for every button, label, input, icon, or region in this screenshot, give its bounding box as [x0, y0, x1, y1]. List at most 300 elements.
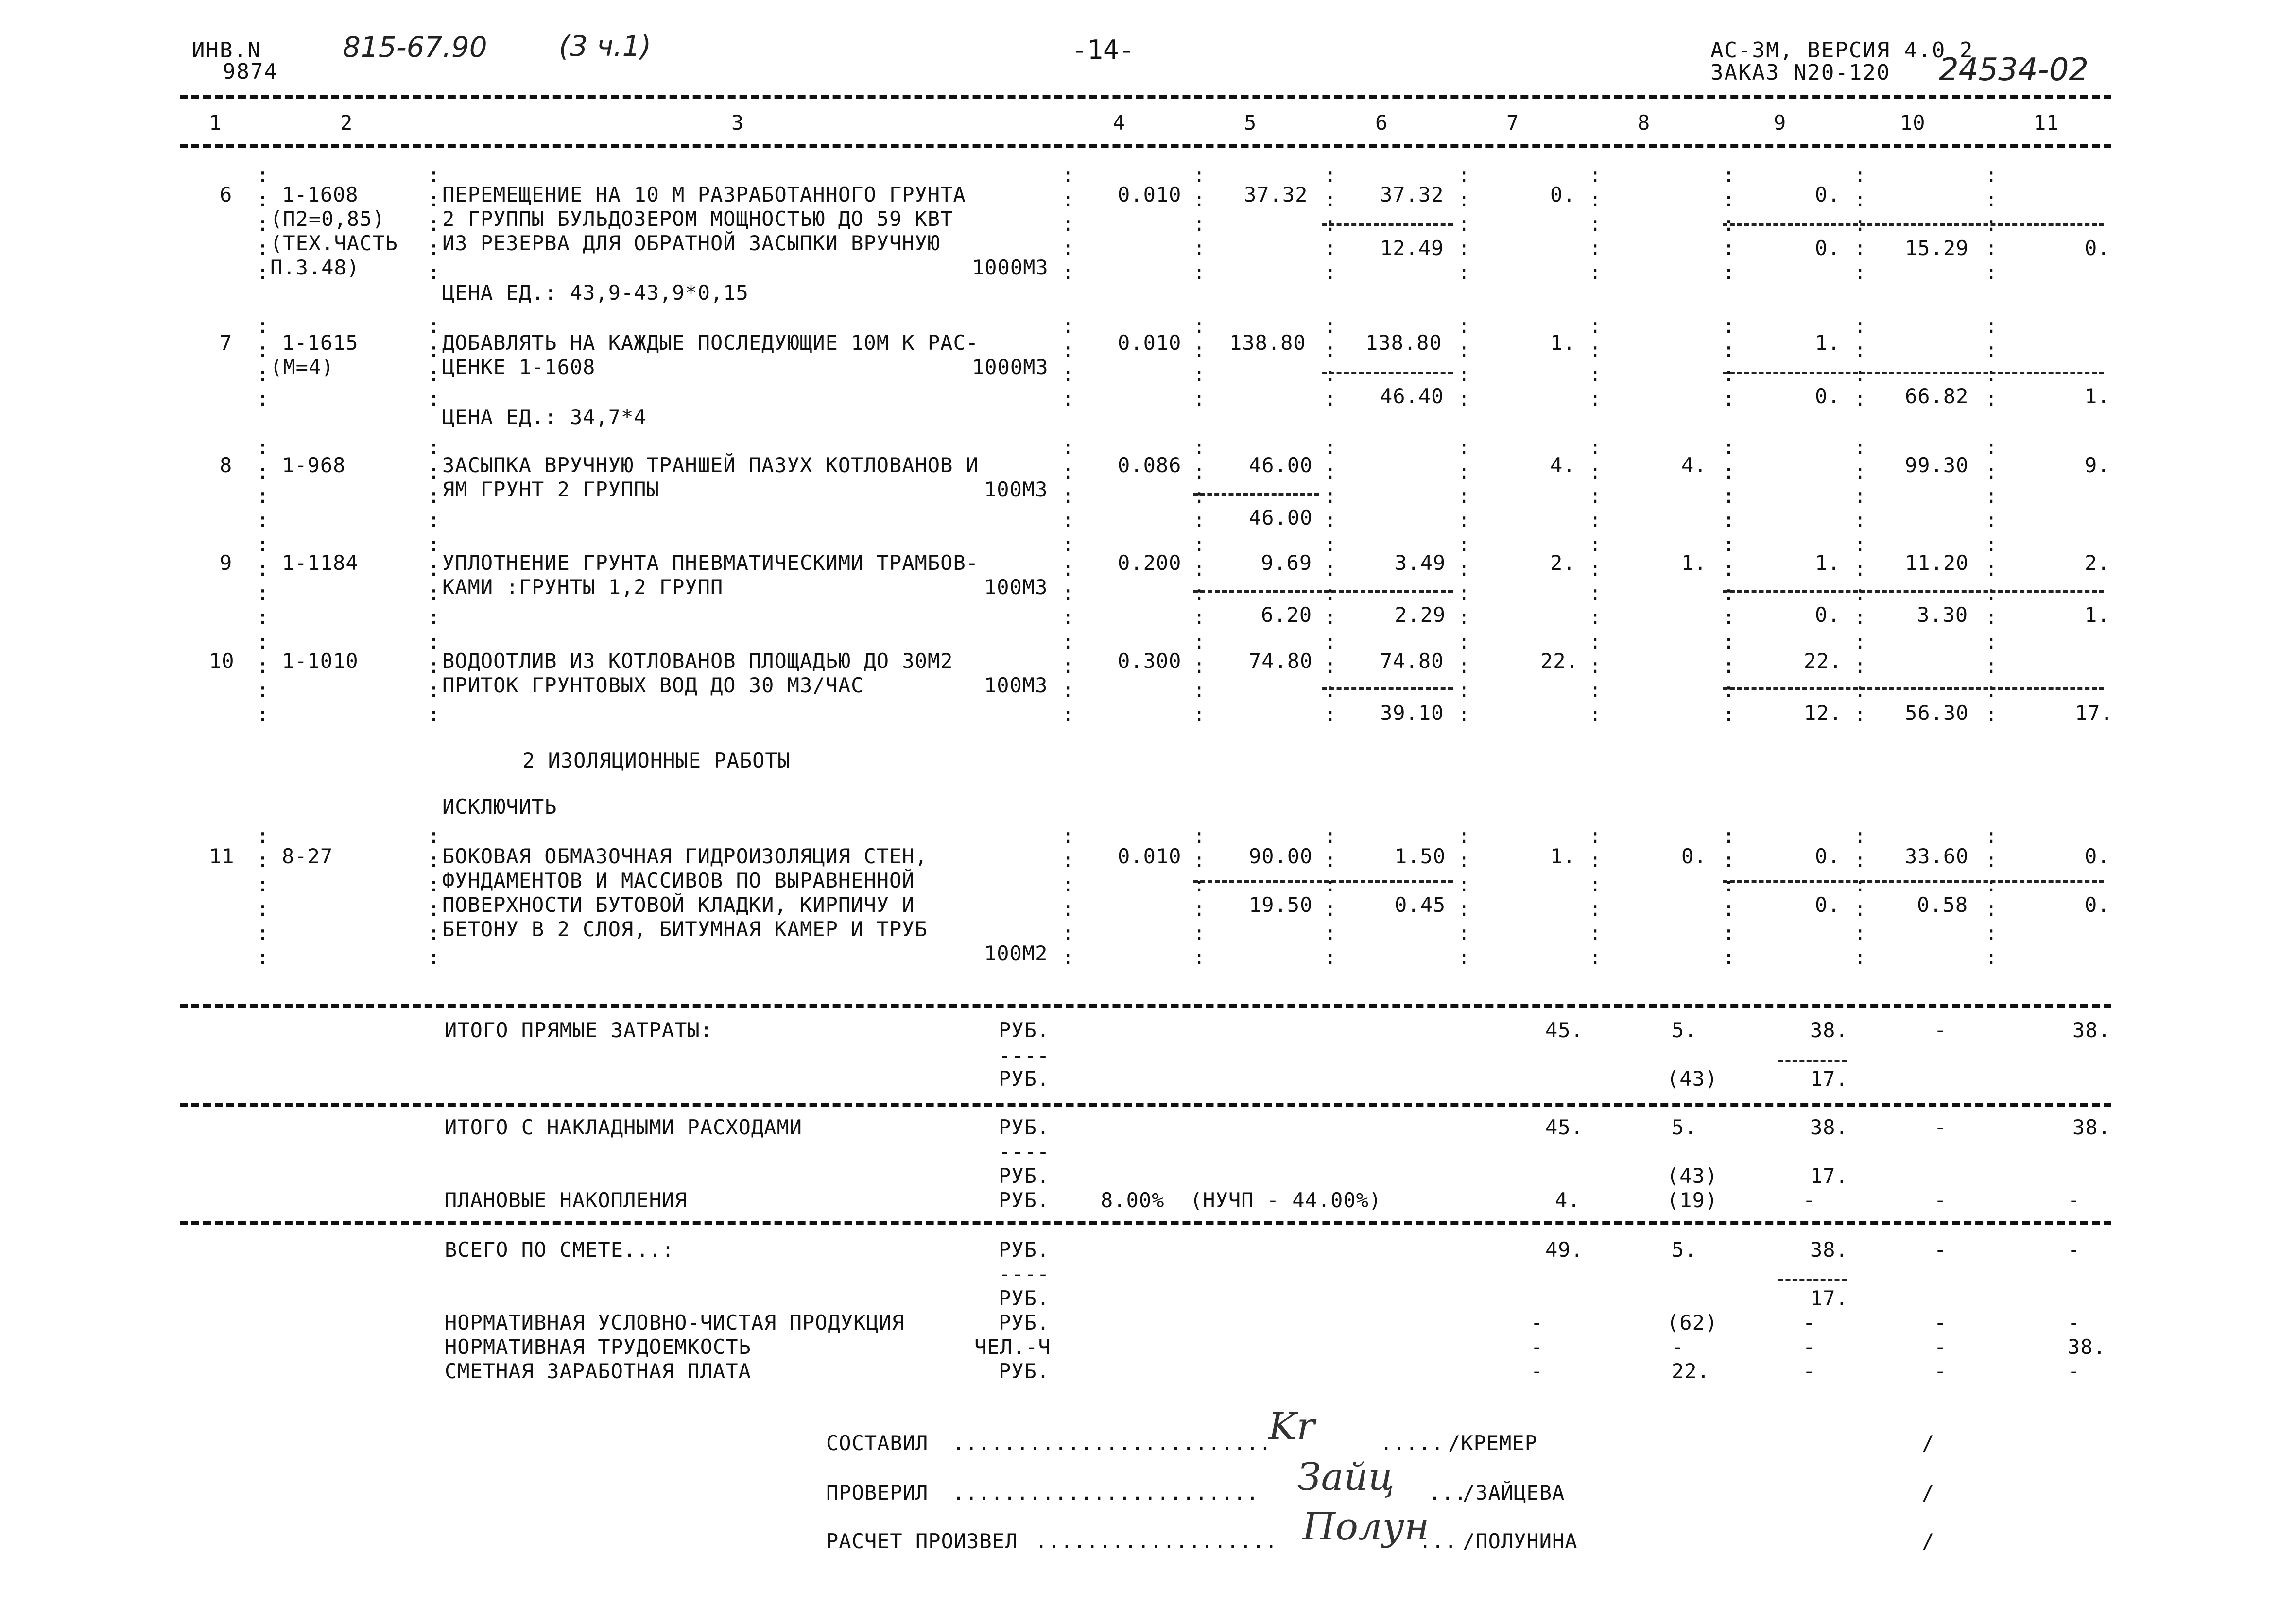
row-desc: ИЗ РЕЗЕРВА ДЛЯ ОБРАТНОЙ ЗАСЫПКИ ВРУЧНУЮ: [442, 231, 941, 255]
total-c8: (62): [1667, 1311, 1718, 1334]
cell-c5: 9.69: [1261, 551, 1312, 575]
column-separator: :: [1723, 435, 1735, 459]
column-separator: :: [1324, 848, 1337, 872]
total-c9: 17.: [1810, 1067, 1848, 1091]
inv-number: 9874: [223, 59, 278, 84]
cell-c9: 12.: [1804, 701, 1842, 725]
column-separator: :: [1854, 236, 1866, 260]
signature-dots: ...: [1419, 1529, 1457, 1553]
cell-c4: 0.200: [1118, 551, 1182, 575]
column-separator: :: [1193, 605, 1206, 629]
column-separator: :: [1193, 581, 1206, 605]
column-separator: :: [257, 848, 269, 872]
column-separator: :: [1589, 605, 1602, 629]
column-separator: :: [1324, 338, 1337, 362]
column-separator: :: [1458, 897, 1470, 921]
column-separator: :: [1985, 654, 1998, 678]
column-separator: :: [1854, 630, 1866, 653]
column-separator: :: [257, 532, 269, 556]
column-separator: :: [428, 945, 440, 969]
column-separator: :: [1985, 508, 1998, 532]
column-separator: :: [1193, 236, 1206, 260]
row-desc: БОКОВАЯ ОБМАЗОЧНАЯ ГИДРОИЗОЛЯЦИЯ СТЕН,: [442, 844, 928, 868]
column-separator: :: [257, 921, 269, 945]
column-separator: :: [1723, 532, 1735, 556]
planned-label: ПЛАНОВЫЕ НАКОПЛЕНИЯ: [445, 1188, 688, 1212]
cell-c8: 1.: [1681, 551, 1707, 575]
total-c9: 38.: [1810, 1238, 1848, 1262]
total-c11: 38.: [2068, 1335, 2106, 1359]
column-separator: :: [1062, 872, 1074, 896]
column-separator: :: [1985, 387, 1998, 410]
column-separator: :: [1193, 897, 1206, 921]
column-separator: :: [1193, 702, 1206, 726]
column-separator: :: [1723, 484, 1735, 508]
cell-subrule: [1723, 687, 2104, 690]
column-separator: :: [1723, 188, 1735, 211]
column-separator: :: [1062, 557, 1074, 581]
row-desc: ВОДООТЛИВ ИЗ КОТЛОВАНОВ ПЛОЩАДЬЮ ДО 30М2: [442, 649, 953, 673]
column-separator: :: [1723, 897, 1735, 921]
column-separator: :: [1458, 872, 1470, 896]
column-separator: :: [1589, 945, 1602, 969]
totals-rule: [180, 1221, 2111, 1225]
column-separator: :: [1589, 921, 1602, 945]
column-separator: :: [1985, 212, 1998, 236]
column-separator: :: [1589, 630, 1602, 653]
row-code: 8-27: [282, 844, 333, 868]
column-separator: :: [1723, 236, 1735, 260]
column-separator: :: [257, 460, 269, 483]
rub-unit: РУБ.: [999, 1164, 1050, 1188]
column-separator: :: [1324, 188, 1337, 211]
cell-c7: 1.: [1550, 844, 1576, 868]
column-separator: :: [428, 557, 440, 581]
column-separator: :: [1324, 460, 1337, 483]
total-c11: -: [2068, 1188, 2081, 1212]
column-separator: :: [1458, 460, 1470, 483]
row-desc: ДОБАВЛЯТЬ НА КАЖДЫЕ ПОСЛЕДУЮЩИЕ 10М К РАС-: [442, 331, 979, 355]
total-c8: 5.: [1672, 1018, 1697, 1042]
column-separator: :: [428, 260, 440, 284]
column-separator: :: [1985, 605, 1998, 629]
column-separator: :: [1723, 387, 1735, 410]
column-separator: :: [1985, 188, 1998, 211]
row-desc: ФУНДАМЕНТОВ И МАССИВОВ ПО ВЫРАВНЕННОЙ: [442, 869, 915, 892]
cell-c11: 17.: [2075, 701, 2113, 725]
column-separator: :: [1723, 702, 1735, 726]
section-subtitle: ИСКЛЮЧИТЬ: [442, 795, 557, 819]
doc-part: (3 ч.1): [559, 30, 652, 63]
column-separator: :: [1193, 654, 1206, 678]
cell-subrule: [1723, 880, 2104, 883]
column-separator: :: [1062, 188, 1074, 211]
total-c8: -: [1672, 1335, 1685, 1359]
signature-role: РАСЧЕТ ПРОИЗВЕЛ: [826, 1529, 1018, 1553]
column-separator: :: [1324, 921, 1337, 945]
column-separator: :: [257, 362, 269, 386]
total-c7: -: [1531, 1311, 1544, 1334]
column-separator: :: [1062, 435, 1074, 459]
column-separator: :: [1589, 435, 1602, 459]
signature-dots: .........................: [952, 1431, 1272, 1455]
cell-c11: 0.: [2085, 893, 2110, 917]
col-head-9: 9: [1774, 111, 1787, 135]
column-separator: :: [1589, 188, 1602, 211]
column-separator: :: [1324, 678, 1337, 702]
row-code: (ТЕХ.ЧАСТЬ: [270, 231, 398, 255]
column-separator: :: [1062, 163, 1074, 187]
cell-c10: 3.30: [1917, 603, 1968, 627]
total-c9: -: [1803, 1359, 1816, 1383]
grand-total-label: ВСЕГО ПО СМЕТЕ...:: [445, 1238, 675, 1262]
column-separator: :: [1193, 872, 1206, 896]
price-note: ЦЕНА ЕД.: 34,7*4: [442, 405, 647, 429]
column-separator: :: [1854, 872, 1866, 896]
cell-c7: 4.: [1550, 453, 1576, 477]
column-separator: :: [1985, 897, 1998, 921]
col-head-3: 3: [731, 111, 744, 135]
column-separator: :: [428, 581, 440, 605]
column-separator: :: [1589, 848, 1602, 872]
total-c9: 38.: [1810, 1018, 1848, 1042]
column-separator: :: [257, 338, 269, 362]
cell-c6: 138.80: [1365, 331, 1442, 355]
total-c7: 49.: [1545, 1238, 1584, 1262]
column-separator: :: [1589, 824, 1602, 848]
column-separator: :: [428, 532, 440, 556]
cell-c6: 74.80: [1380, 649, 1444, 673]
row-desc: ПРИТОК ГРУНТОВЫХ ВОД ДО 30 М3/ЧАС: [442, 673, 864, 697]
column-separator: :: [1193, 848, 1206, 872]
cell-subrule: [1322, 223, 1453, 226]
column-separator: :: [1854, 338, 1866, 362]
column-separator: :: [1193, 532, 1206, 556]
column-separator: :: [1458, 605, 1470, 629]
signature-dots: ...................: [1035, 1529, 1278, 1553]
rub-unit: РУБ.: [999, 1238, 1050, 1262]
total-c10: -: [1934, 1188, 1947, 1212]
column-separator: :: [257, 387, 269, 410]
column-separator: :: [257, 702, 269, 726]
rub-unit: РУБ.: [999, 1286, 1050, 1310]
column-separator: :: [1193, 212, 1206, 236]
cell-c8: 4.: [1681, 453, 1707, 477]
row-desc: КАМИ :ГРУНТЫ 1,2 ГРУПП: [442, 575, 724, 599]
total-c10: -: [1934, 1311, 1947, 1334]
cell-c9: 0.: [1815, 603, 1841, 627]
column-separator: :: [1062, 897, 1074, 921]
total-c8: 5.: [1672, 1115, 1697, 1139]
column-separator: :: [257, 435, 269, 459]
column-separator: :: [1458, 260, 1470, 284]
total-c10: -: [1934, 1335, 1947, 1359]
column-separator: :: [257, 581, 269, 605]
column-separator: :: [1193, 945, 1206, 969]
row-code: 1-1608: [282, 183, 359, 206]
column-separator: :: [428, 605, 440, 629]
column-separator: :: [1062, 362, 1074, 386]
col-head-6: 6: [1375, 111, 1388, 135]
cell-c6: 37.32: [1380, 183, 1444, 206]
signature-dots: ...: [1429, 1481, 1467, 1504]
column-separator: :: [1723, 163, 1735, 187]
column-separator: :: [1193, 484, 1206, 508]
column-separator: :: [1324, 702, 1337, 726]
column-separator: :: [1062, 921, 1074, 945]
row-code: 1-968: [282, 453, 346, 477]
column-separator: :: [1324, 581, 1337, 605]
row-code: 1-1010: [282, 649, 359, 673]
column-separator: :: [1723, 848, 1735, 872]
total-c7: 45.: [1545, 1115, 1584, 1139]
column-separator: :: [428, 678, 440, 702]
rub-unit: РУБ.: [999, 1359, 1050, 1383]
row-desc: БЕТОНУ В 2 СЛОЯ, БИТУМНАЯ КАМЕР И ТРУБ: [442, 917, 928, 941]
column-separator: :: [1985, 678, 1998, 702]
column-separator: :: [1723, 824, 1735, 848]
row-desc: ПЕРЕМЕЩЕНИЕ НА 10 М РАЗРАБОТАННОГО ГРУНТА: [442, 183, 966, 206]
cell-c9: 0.: [1815, 893, 1841, 917]
cell-c11: 1.: [2085, 384, 2110, 408]
cell-subrule: [1193, 880, 1453, 883]
column-separator: :: [1854, 678, 1866, 702]
column-separator: :: [1458, 212, 1470, 236]
column-separator: :: [257, 824, 269, 848]
column-separator: :: [1458, 654, 1470, 678]
column-separator: :: [428, 508, 440, 532]
top-rule: [180, 95, 2111, 99]
total-c10: -: [1934, 1359, 1947, 1383]
column-separator: :: [1723, 654, 1735, 678]
column-separator: :: [1854, 314, 1866, 338]
rub-unit: РУБ.: [999, 1311, 1050, 1334]
column-separator: :: [257, 163, 269, 187]
cell-c4: 0.010: [1118, 331, 1182, 355]
signature-name: /КРЕМЕР: [1448, 1431, 1538, 1455]
row-num: 6: [220, 183, 233, 206]
column-separator: :: [1854, 921, 1866, 945]
version-label: АС-3М, ВЕРСИЯ 4.0 2: [1710, 38, 1974, 63]
column-separator: :: [428, 338, 440, 362]
cell-c5: 74.80: [1249, 649, 1313, 673]
column-separator: :: [257, 872, 269, 896]
column-separator: :: [1723, 314, 1735, 338]
column-separator: :: [1723, 508, 1735, 532]
column-separator: :: [1723, 872, 1735, 896]
column-separator: :: [1985, 581, 1998, 605]
column-separator: :: [257, 236, 269, 260]
column-separator: :: [1458, 387, 1470, 410]
column-separator: :: [1324, 630, 1337, 653]
column-separator: :: [1589, 314, 1602, 338]
cell-c10: 33.60: [1905, 844, 1969, 868]
column-separator: :: [1193, 338, 1206, 362]
column-separator: :: [1854, 460, 1866, 483]
column-separator: :: [1723, 945, 1735, 969]
total-c9: -: [1803, 1335, 1816, 1359]
total-c8: (43): [1667, 1067, 1718, 1091]
column-separator: :: [1458, 557, 1470, 581]
signature-role: СОСТАВИЛ: [826, 1431, 929, 1455]
row-num: 11: [209, 844, 235, 868]
total-c9: 38.: [1810, 1115, 1848, 1139]
column-separator: :: [1589, 897, 1602, 921]
doc-number: 815-67.90: [343, 31, 487, 64]
column-separator: :: [257, 260, 269, 284]
total-c7: 45.: [1545, 1018, 1584, 1042]
column-separator: :: [1324, 314, 1337, 338]
total-c11: 38.: [2072, 1018, 2111, 1042]
column-separator: :: [1589, 872, 1602, 896]
cell-c6: 2.29: [1395, 603, 1446, 627]
column-separator: :: [1985, 557, 1998, 581]
column-separator: :: [1458, 188, 1470, 211]
row-num: 8: [220, 453, 233, 477]
row-code: 1-1184: [282, 551, 359, 575]
column-separator: :: [1985, 163, 1998, 187]
column-separator: :: [1193, 678, 1206, 702]
column-separator: :: [1324, 260, 1337, 284]
column-separator: :: [428, 387, 440, 410]
column-separator: :: [1458, 314, 1470, 338]
column-separator: :: [1854, 163, 1866, 187]
column-separator: :: [1458, 581, 1470, 605]
column-separator: :: [428, 484, 440, 508]
column-separator: :: [257, 605, 269, 629]
column-separator: :: [1062, 848, 1074, 872]
totals-rule: [180, 1103, 2111, 1107]
column-separator: :: [1723, 605, 1735, 629]
column-separator: :: [1458, 508, 1470, 532]
column-separator: :: [1723, 630, 1735, 653]
rub-unit: РУБ.: [999, 1067, 1050, 1091]
total-c8: 5.: [1672, 1238, 1697, 1262]
column-separator: :: [1854, 362, 1866, 386]
column-separator: :: [1193, 362, 1206, 386]
nucp-label: НОРМАТИВНАЯ УСЛОВНО-ЧИСТАЯ ПРОДУКЦИЯ: [445, 1311, 905, 1334]
cell-c11: 9.: [2085, 453, 2110, 477]
cell-subrule: [1193, 493, 1319, 496]
col-head-10: 10: [1900, 111, 1926, 135]
column-separator: :: [1324, 236, 1337, 260]
signature-dots: .....: [1380, 1431, 1444, 1455]
cell-c10: 66.82: [1905, 384, 1969, 408]
column-separator: :: [1324, 605, 1337, 629]
cell-c7: 1.: [1550, 331, 1576, 355]
column-separator: :: [1193, 460, 1206, 483]
column-separator: :: [1589, 532, 1602, 556]
wage-label: СМЕТНАЯ ЗАРАБОТНАЯ ПЛАТА: [445, 1359, 751, 1383]
row-desc: ЦЕНКЕ 1-1608: [442, 355, 596, 379]
total-c8: 22.: [1672, 1359, 1710, 1383]
column-separator: :: [1854, 532, 1866, 556]
cell-c11: 0.: [2085, 236, 2110, 260]
signature-dots: ........................: [952, 1481, 1259, 1504]
cell-c10: 15.29: [1905, 236, 1969, 260]
cell-c6: 46.40: [1380, 384, 1444, 408]
cell-c5: 37.32: [1244, 183, 1308, 206]
column-separator: :: [1062, 460, 1074, 483]
column-separator: :: [257, 557, 269, 581]
column-separator: :: [1985, 848, 1998, 872]
column-separator: :: [428, 212, 440, 236]
order-handwritten: 24534-02: [1939, 52, 2089, 88]
col-head-5: 5: [1244, 111, 1257, 135]
column-separator: :: [1723, 921, 1735, 945]
row-num: 10: [209, 649, 235, 673]
column-separator: :: [1458, 236, 1470, 260]
column-separator: :: [428, 702, 440, 726]
column-separator: :: [1854, 848, 1866, 872]
row-code: 1-1615: [282, 331, 359, 355]
col-head-2: 2: [340, 111, 353, 135]
col-head-4: 4: [1113, 111, 1126, 135]
column-separator: :: [1985, 314, 1998, 338]
total-c7: 4.: [1555, 1188, 1581, 1212]
total-c9: 17.: [1810, 1164, 1848, 1188]
header-rule: [180, 144, 2111, 148]
column-separator: :: [1324, 484, 1337, 508]
row-unit: 100М2: [984, 941, 1048, 965]
total-c10: -: [1934, 1115, 1947, 1139]
column-separator: :: [257, 678, 269, 702]
column-separator: :: [1324, 387, 1337, 410]
cell-c5: 46.00: [1249, 506, 1313, 530]
column-separator: :: [257, 484, 269, 508]
row-unit: 1000М3: [972, 355, 1049, 379]
total-c10: -: [1934, 1018, 1947, 1042]
cell-c9: 22.: [1804, 649, 1842, 673]
cell-subrule: [1778, 1060, 1847, 1062]
cell-subrule: [1723, 372, 2104, 374]
column-separator: :: [428, 236, 440, 260]
column-separator: :: [1723, 460, 1735, 483]
column-separator: :: [1193, 630, 1206, 653]
column-separator: :: [1589, 702, 1602, 726]
column-separator: :: [1062, 630, 1074, 653]
column-separator: :: [1458, 630, 1470, 653]
cell-c6: 0.45: [1395, 893, 1446, 917]
row-unit: 100М3: [984, 673, 1048, 697]
column-separator: :: [1193, 260, 1206, 284]
column-separator: :: [1324, 435, 1337, 459]
column-separator: :: [1589, 557, 1602, 581]
column-separator: :: [257, 897, 269, 921]
labor-unit: ЧЕЛ.-Ч: [974, 1335, 1051, 1359]
column-separator: :: [1589, 460, 1602, 483]
column-separator: :: [1723, 212, 1735, 236]
row-desc: ЯМ ГРУНТ 2 ГРУППЫ: [442, 478, 659, 501]
column-separator: :: [257, 630, 269, 653]
column-separator: :: [1062, 260, 1074, 284]
column-separator: :: [1193, 314, 1206, 338]
column-separator: :: [1854, 508, 1866, 532]
cell-c9: 1.: [1815, 331, 1841, 355]
cell-c10: 11.20: [1905, 551, 1969, 575]
column-separator: :: [1589, 260, 1602, 284]
column-separator: :: [1589, 678, 1602, 702]
column-separator: :: [1589, 581, 1602, 605]
total-c10: -: [1934, 1238, 1947, 1262]
col-head-11: 11: [2034, 111, 2059, 135]
column-separator: :: [428, 435, 440, 459]
rub-dash: ----: [999, 1140, 1050, 1163]
cell-subrule: [1193, 590, 1453, 593]
column-separator: :: [1193, 163, 1206, 187]
column-separator: :: [1324, 508, 1337, 532]
column-separator: :: [1324, 532, 1337, 556]
